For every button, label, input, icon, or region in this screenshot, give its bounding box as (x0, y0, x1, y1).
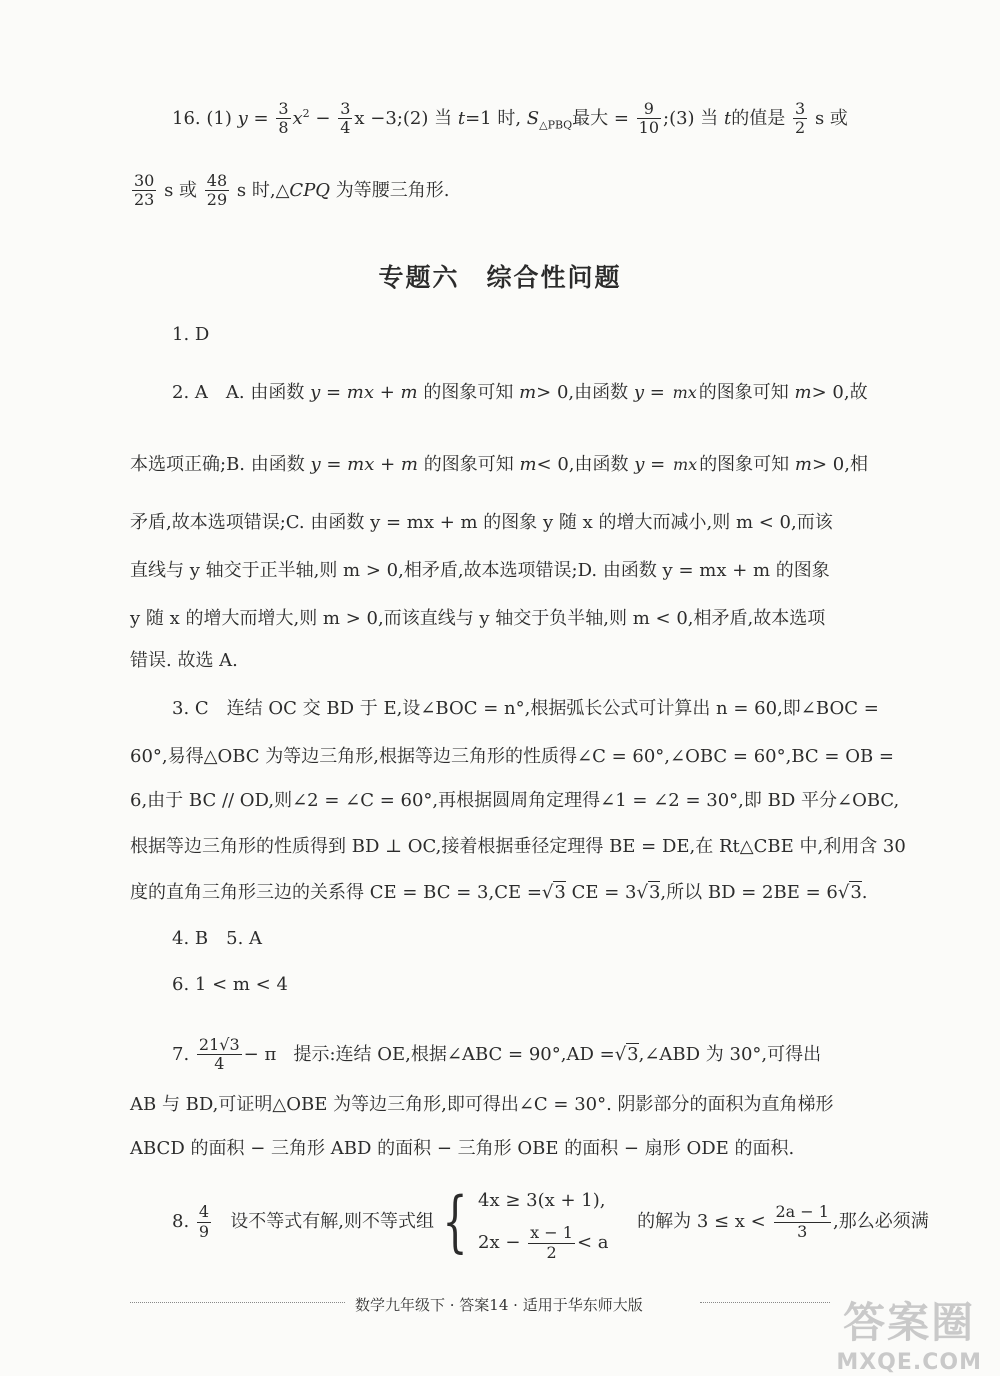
q3-line-5: 度的直角三角形三边的关系得 CE = BC = 3,CE =√3 CE = 3√3,所以 BD = 2BE = 6√3. (130, 882, 868, 903)
footer-rule-left (130, 1302, 345, 1303)
q2-line-1: 2. A A. 由函数 y = mx + m 的图象可知 m> 0,由函数 y = mx 的图象可知 m> 0,故 (172, 382, 868, 404)
fraction: $\frac{x - 1}{2}$ (530, 1223, 573, 1262)
q3-line-2: 60°,易得△OBC 为等边三角形,根据等边三角形的性质得∠C = 60°,∠OBC = 60°,BC = OB = (130, 746, 894, 767)
q16-line-1: 16. (1) y = $\frac{3}{8}$ $x^2$ − $\frac{3}{4}$ x −3;(2) 当 t=1 时, $S_{\triangle PBQ}$最大 = $\frac{9}{10}$ ;(3) 当 t的值是 $\frac{3}{2}$ s 或 (172, 99, 848, 138)
fraction: $\frac{21√3}{4}$ (198, 1035, 240, 1074)
fraction: mx (672, 383, 697, 402)
q4-q5-answer: 4. B 5. A (172, 928, 263, 949)
footer-rule-right (700, 1302, 830, 1303)
q6-answer: 6. 1 < m < 4 (172, 974, 288, 995)
q8-line-1: 8. $\frac{4}{9}$ 设不等式有解,则不等式组 { 4x ≥ 3(x + 1), 2x − $\frac{x - 1}{2}$ < a 的解为 3 ≤ x < $\frac{2a - 1}{3}$ ,那么必须满 (172, 1180, 929, 1264)
q2-line-5: y 随 x 的增大而增大,则 m > 0,而该直线与 y 轴交于负半轴,则 m < 0,相矛盾,故本选项 (130, 608, 826, 629)
section-title: 专题六 综合性问题 (378, 263, 622, 292)
fraction: $\frac{3}{2}$ (795, 99, 806, 138)
q3-line-1: 3. C 连结 OC 交 BD 于 E,设∠BOC = n°,根据弧长公式可计算出 n = 60,即∠BOC = (172, 698, 879, 719)
q7-line-2: AB 与 BD,可证明△OBE 为等边三角形,即可得出∠C = 30°. 阴影部分的面积为直角梯形 (130, 1094, 834, 1115)
page-footer: 数学九年级下 · 答案14 · 适用于华东师大版 (355, 1296, 643, 1314)
q2-line-6: 错误. 故选 A. (130, 650, 238, 671)
q7-line-3: ABCD 的面积 − 三角形 ABD 的面积 − 三角形 OBE 的面积 − 扇形 ODE 的面积. (130, 1138, 795, 1159)
fraction: $\frac{4}{9}$ (198, 1202, 210, 1241)
q2-line-4: 直线与 y 轴交于正半轴,则 m > 0,相矛盾,故本选项错误;D. 由函数 y = mx + m 的图象 (130, 560, 830, 581)
fraction: $\frac{2a - 1}{3}$ (775, 1202, 829, 1241)
q2-line-2: 本选项正确;B. 由函数 y = mx + m 的图象可知 m< 0,由函数 y = mx 的图象可知 m> 0,相 (130, 454, 868, 476)
fraction: $\frac{3}{4}$ (340, 99, 351, 138)
fraction: mx (672, 455, 698, 474)
q7-line-1: 7. $\frac{21√3}{4}$ − π 提示:连结 OE,根据∠ABC = 90°,AD =√3,∠ABD 为 30°,可得出 (172, 1035, 822, 1074)
fraction: $\frac{9}{10}$ (638, 99, 660, 138)
fraction: $\frac{3}{8}$ (278, 99, 289, 138)
inequality-system: 4x ≥ 3(x + 1), 2x − $\frac{x - 1}{2}$ < a (478, 1190, 609, 1262)
q16-line-2: $\frac{30}{23}$ s 或 $\frac{48}{29}$ s 时,△CPQ 为等腰三角形. (134, 171, 450, 210)
q1-answer: 1. D (172, 324, 210, 345)
fraction: $\frac{30}{23}$ (134, 171, 155, 210)
q2-line-3: 矛盾,故本选项错误;C. 由函数 y = mx + m 的图象 y 随 x 的增大而减小,则 m < 0,而该 (130, 512, 833, 533)
watermark-logo: 答案圈 MXQE.COM (836, 1298, 982, 1375)
q3-line-4: 根据等边三角形的性质得到 BD ⊥ OC,接着根据垂径定理得 BE = DE,在 Rt△CBE 中,利用含 30 (130, 836, 906, 857)
brace-icon: { (442, 1183, 468, 1260)
q3-line-3: 6,由于 BC // OD,则∠2 = ∠C = 60°,再根据圆周角定理得∠1 = ∠2 = 30°,即 BD 平分∠OBC, (130, 790, 900, 811)
fraction: $\frac{48}{29}$ (206, 171, 228, 210)
